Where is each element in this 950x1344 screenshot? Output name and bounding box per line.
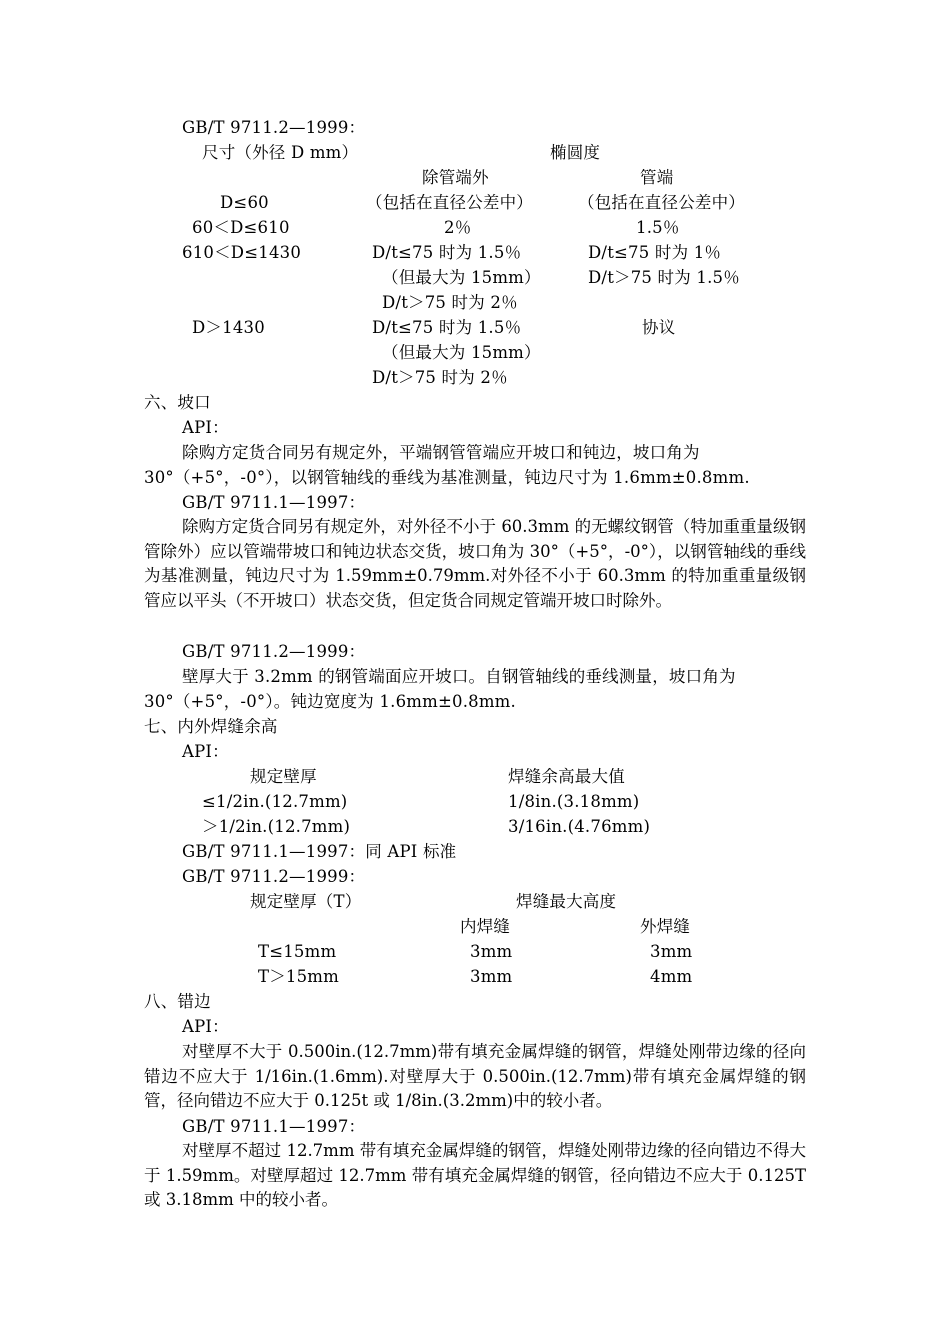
ovality-row4-d: D＞1430 (192, 318, 265, 337)
weld-api-row1-max: 1/8in.(3.18mm) (508, 792, 640, 811)
weld-api-col-max: 焊缝余高最大值 (508, 767, 625, 786)
ovality-row4-body-3: D/t＞75 时为 2％ (372, 368, 508, 387)
ovality-row2-d: 60＜D≤610 (192, 218, 290, 237)
weld-gb2-label: GB/T 9711.2—1999： (182, 867, 366, 886)
ovality-row4-end: 协议 (642, 318, 676, 337)
ovality-standard-label: GB/T 9711.2—1999： (182, 118, 366, 137)
weld-gb2-row2-inner: 3mm (470, 967, 513, 986)
ovality-row3-end-1: D/t≤75 时为 1％ (588, 243, 722, 262)
weld-gb2-row2-outer: 4mm (650, 967, 693, 986)
ovality-row1-d: D≤60 (220, 193, 269, 212)
weld-gb2-sub-inner: 内焊缝 (460, 917, 511, 936)
bevel-api-text-line-1: 除购方定货合同另有规定外，平端钢管管端应开坡口和钝边，坡口角为 (182, 443, 700, 462)
weld-api-label: API： (182, 742, 229, 761)
ovality-row3-end-2: D/t＞75 时为 1.5％ (588, 268, 740, 287)
section-misalign-heading: 八、错边 (144, 992, 211, 1011)
ovality-row3-body-1: D/t≤75 时为 1.5％ (372, 243, 522, 262)
misalign-api-paragraph: 对壁厚不大于 0.500in.(12.7mm)带有填充金属焊缝的钢管，焊缝处刚带边缘的径向错边不应大于 1/16in.(1.6mm).对壁厚大于 0.500in.(12.7mm)带有填充金属焊缝的钢管，径向错边不应大于 0.125t 或 1/8in.(3.2mm)中的较小者。 (144, 1042, 806, 1111)
ovality-row2-body: 2％ (444, 218, 472, 237)
ovality-col-end: 管端 (640, 168, 674, 187)
bevel-gb2-text-line-1: 壁厚大于 3.2mm 的钢管端面应开坡口。自钢管轴线的垂线测量，坡口角为 (182, 667, 736, 686)
ovality-col-body: 除管端外 (422, 168, 489, 187)
weld-gb2-sub-outer: 外焊缝 (640, 917, 691, 936)
bevel-api-text-line-2: 30°（+5°，-0°），以钢管轴线的垂线为基准测量，钝边尺寸为 1.6mm±0.8mm. (144, 468, 750, 487)
ovality-row3-d: 610＜D≤1430 (182, 243, 302, 262)
bevel-gb2-label: GB/T 9711.2—1999： (182, 642, 366, 661)
weld-gb2-row2-thickness: T＞15mm (258, 967, 339, 986)
ovality-col-size: 尺寸（外径 D mm） (202, 143, 359, 162)
section-weld-heading: 七、内外焊缝余高 (144, 717, 278, 736)
bevel-gb1-label: GB/T 9711.1—1997： (182, 493, 366, 512)
weld-gb1-line: GB/T 9711.1—1997：同 API 标准 (182, 842, 457, 861)
ovality-row4-body-2: （但最大为 15mm） (382, 343, 541, 362)
weld-gb2-col-thickness: 规定壁厚（T） (250, 892, 362, 911)
weld-api-row2-max: 3/16in.(4.76mm) (508, 817, 651, 836)
bevel-gb1-paragraph: 除购方定货合同另有规定外，对外径不小于 60.3mm 的无螺纹钢管（特加重重量级钢管除外）应以管端带坡口和钝边状态交货，坡口角为 30°（+5°，-0°），以钢管轴线的垂线为基准测量，钝边尺寸为 1.59mm±0.79mm.对外径不小于 60.3mm 的特加重重量级钢管应以平头（不开坡口）状态交货，但定货合同规定管端开坡口时除外。 (144, 517, 806, 610)
weld-gb2-row1-inner: 3mm (470, 942, 513, 961)
misalign-gb1-label: GB/T 9711.1—1997： (182, 1117, 366, 1136)
weld-api-col-thickness: 规定壁厚 (250, 767, 317, 786)
ovality-row3-body-2: （但最大为 15mm） (382, 268, 541, 287)
weld-gb2-col-height: 焊缝最大高度 (516, 892, 617, 911)
misalign-gb1-paragraph: 对壁厚不超过 12.7mm 带有填充金属焊缝的钢管，焊缝处刚带边缘的径向错边不得大于 1.59mm。对壁厚超过 12.7mm 带有填充金属焊缝的钢管，径向错边不应大于 0.125T 或 3.18mm 中的较小者。 (144, 1141, 806, 1210)
ovality-row1-body: （包括在直径公差中） (366, 193, 533, 212)
weld-api-row2-thickness: ＞1/2in.(12.7mm) (202, 817, 351, 836)
weld-gb2-row1-thickness: T≤15mm (258, 942, 337, 961)
ovality-row4-body-1: D/t≤75 时为 1.5％ (372, 318, 522, 337)
ovality-row2-end: 1.5％ (636, 218, 680, 237)
section-bevel-heading: 六、坡口 (144, 393, 211, 412)
bevel-api-label: API： (182, 418, 229, 437)
ovality-col-ovality: 椭圆度 (550, 143, 601, 162)
misalign-api-label: API： (182, 1017, 229, 1036)
weld-api-row1-thickness: ≤1/2in.(12.7mm) (202, 792, 348, 811)
weld-gb2-row1-outer: 3mm (650, 942, 693, 961)
bevel-gb2-text-line-2: 30°（+5°，-0°）。钝边宽度为 1.6mm±0.8mm. (144, 692, 516, 711)
ovality-row1-end: （包括在直径公差中） (578, 193, 745, 212)
ovality-row3-body-3: D/t＞75 时为 2％ (382, 293, 518, 312)
